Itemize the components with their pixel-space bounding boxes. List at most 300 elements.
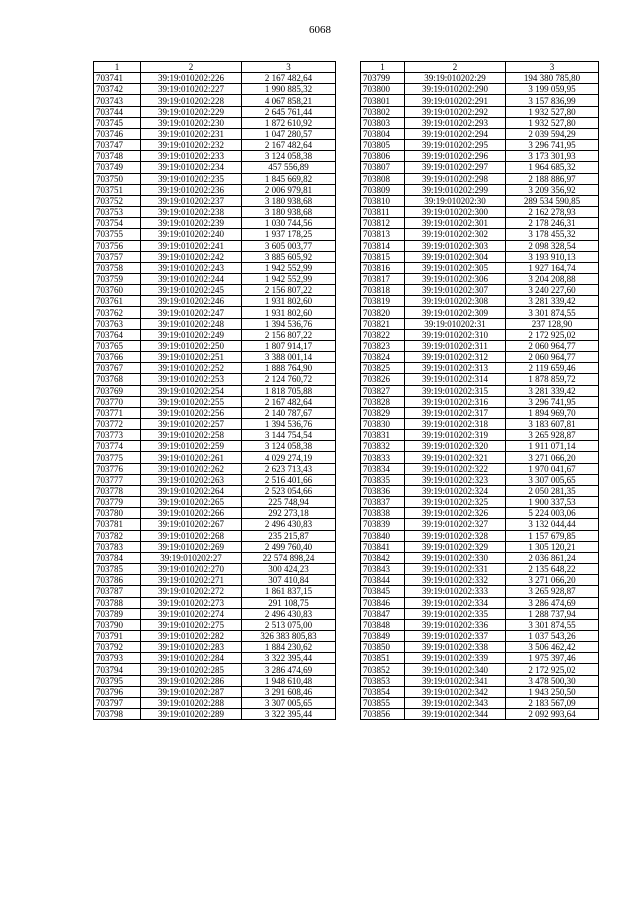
row-number: 703794	[94, 664, 141, 675]
cadastral-number: 39:19:010202:292	[405, 106, 506, 117]
cadastral-number: 39:19:010202:342	[405, 686, 506, 697]
cadastral-number: 39:19:010202:286	[141, 675, 242, 686]
row-number: 703764	[94, 329, 141, 340]
row-number: 703835	[361, 474, 405, 485]
cadastral-number: 39:19:010202:237	[141, 195, 242, 206]
cadastral-number: 39:19:010202:266	[141, 508, 242, 519]
table-row	[361, 575, 599, 586]
cadastral-value: 1 818 705,88	[242, 385, 336, 396]
table-row	[94, 419, 336, 430]
cadastral-number: 39:19:010202:307	[405, 285, 506, 296]
cadastral-number: 39:19:010202:296	[405, 151, 506, 162]
cadastral-number: 39:19:010202:287	[141, 686, 242, 697]
row-number: 703793	[94, 653, 141, 664]
cadastral-number: 39:19:010202:259	[141, 441, 242, 452]
cadastral-value: 1 942 552,99	[242, 273, 336, 284]
table-row	[361, 128, 599, 139]
row-number: 703814	[361, 240, 405, 251]
row-number: 703768	[94, 374, 141, 385]
cadastral-number: 39:19:010202:300	[405, 207, 506, 218]
cadastral-number: 39:19:010202:285	[141, 664, 242, 675]
table-row	[94, 318, 336, 329]
table-row	[361, 318, 599, 329]
table-row	[94, 296, 336, 307]
table-header-row	[94, 62, 336, 73]
row-number: 703815	[361, 251, 405, 262]
cadastral-value: 2 172 925,02	[506, 329, 599, 340]
cadastral-value: 1 942 552,99	[242, 262, 336, 273]
cadastral-number: 39:19:010202:340	[405, 664, 506, 675]
row-number: 703804	[361, 128, 405, 139]
table-row	[94, 474, 336, 485]
cadastral-number: 39:19:010202:250	[141, 340, 242, 351]
cadastral-value: 1 900 337,53	[506, 497, 599, 508]
table-row	[361, 273, 599, 284]
cadastral-value: 292 273,18	[242, 508, 336, 519]
cadastral-number: 39:19:010202:337	[405, 630, 506, 641]
cadastral-number: 39:19:010202:309	[405, 307, 506, 318]
cadastral-number: 39:19:010202:31	[405, 318, 506, 329]
cadastral-value: 1 047 280,57	[242, 128, 336, 139]
table-row	[361, 251, 599, 262]
cadastral-number: 39:19:010202:344	[405, 709, 506, 720]
table-row	[94, 363, 336, 374]
cadastral-number: 39:19:010202:227	[141, 84, 242, 95]
table-row	[94, 608, 336, 619]
row-number: 703780	[94, 508, 141, 519]
table-row	[94, 173, 336, 184]
table-row	[94, 73, 336, 84]
cadastral-value: 1 888 764,90	[242, 363, 336, 374]
cadastral-number: 39:19:010202:226	[141, 73, 242, 84]
row-number: 703743	[94, 95, 141, 106]
cadastral-number: 39:19:010202:282	[141, 630, 242, 641]
row-number: 703779	[94, 497, 141, 508]
row-number: 703783	[94, 541, 141, 552]
table-row	[361, 140, 599, 151]
cadastral-value: 3 157 836,99	[506, 95, 599, 106]
row-number: 703769	[94, 385, 141, 396]
row-number: 703785	[94, 564, 141, 575]
cadastral-value: 3 291 608,46	[242, 686, 336, 697]
cadastral-value: 3 183 607,81	[506, 419, 599, 430]
row-number: 703773	[94, 430, 141, 441]
row-number: 703821	[361, 318, 405, 329]
cadastral-value: 1 030 744,56	[242, 218, 336, 229]
table-row	[94, 519, 336, 530]
cadastral-value: 3 132 044,44	[506, 519, 599, 530]
cadastral-value: 3 265 928,87	[506, 586, 599, 597]
cadastral-number: 39:19:010202:268	[141, 530, 242, 541]
row-number: 703786	[94, 575, 141, 586]
row-number: 703833	[361, 452, 405, 463]
table-row	[94, 117, 336, 128]
cadastral-number: 39:19:010202:239	[141, 218, 242, 229]
cadastral-value: 3 388 001,14	[242, 352, 336, 363]
cadastral-value: 1 845 669,82	[242, 173, 336, 184]
row-number: 703811	[361, 207, 405, 218]
cadastral-number: 39:19:010202:328	[405, 530, 506, 541]
table-row	[94, 195, 336, 206]
table-row	[361, 106, 599, 117]
row-number: 703771	[94, 407, 141, 418]
cadastral-value: 2 098 328,54	[506, 240, 599, 251]
row-number: 703741	[94, 73, 141, 84]
cadastral-number: 39:19:010202:234	[141, 162, 242, 173]
cadastral-value: 1 948 610,48	[242, 675, 336, 686]
cadastral-number: 39:19:010202:330	[405, 552, 506, 563]
cadastral-number: 39:19:010202:318	[405, 419, 506, 430]
cadastral-number: 39:19:010202:246	[141, 296, 242, 307]
cadastral-value: 2 050 281,35	[506, 485, 599, 496]
row-number: 703766	[94, 352, 141, 363]
row-number: 703767	[94, 363, 141, 374]
table-row	[361, 463, 599, 474]
row-number: 703854	[361, 686, 405, 697]
table-row	[361, 363, 599, 374]
cadastral-number: 39:19:010202:283	[141, 642, 242, 653]
row-number: 703782	[94, 530, 141, 541]
cadastral-value: 1 305 120,21	[506, 541, 599, 552]
cadastral-value: 2 496 430,83	[242, 519, 336, 530]
row-number: 703757	[94, 251, 141, 262]
row-number: 703749	[94, 162, 141, 173]
row-number: 703761	[94, 296, 141, 307]
table-row	[94, 128, 336, 139]
row-number: 703789	[94, 608, 141, 619]
cadastral-value: 2 167 482,64	[242, 396, 336, 407]
cadastral-value: 3 209 356,92	[506, 184, 599, 195]
cadastral-value: 1 394 536,76	[242, 318, 336, 329]
table-row	[94, 307, 336, 318]
cadastral-value: 289 534 590,85	[506, 195, 599, 206]
cadastral-number: 39:19:010202:331	[405, 564, 506, 575]
table-row	[94, 229, 336, 240]
cadastral-number: 39:19:010202:304	[405, 251, 506, 262]
row-number: 703849	[361, 630, 405, 641]
table-row	[94, 106, 336, 117]
row-number: 703802	[361, 106, 405, 117]
cadastral-number: 39:19:010202:288	[141, 697, 242, 708]
cadastral-number: 39:19:010202:241	[141, 240, 242, 251]
table-row	[361, 307, 599, 318]
cadastral-value: 3 322 395,44	[242, 709, 336, 720]
cadastral-value: 2 496 430,83	[242, 608, 336, 619]
row-number: 703774	[94, 441, 141, 452]
cadastral-number: 39:19:010202:248	[141, 318, 242, 329]
row-number: 703822	[361, 329, 405, 340]
cadastral-value: 1 911 071,14	[506, 441, 599, 452]
cadastral-number: 39:19:010202:27	[141, 552, 242, 563]
row-number: 703808	[361, 173, 405, 184]
cadastral-number: 39:19:010202:252	[141, 363, 242, 374]
table-row	[361, 441, 599, 452]
row-number: 703842	[361, 552, 405, 563]
cadastral-number: 39:19:010202:310	[405, 329, 506, 340]
cadastral-number: 39:19:010202:271	[141, 575, 242, 586]
table-row	[361, 619, 599, 630]
row-number: 703792	[94, 642, 141, 653]
cadastral-number: 39:19:010202:327	[405, 519, 506, 530]
row-number: 703828	[361, 396, 405, 407]
row-number: 703836	[361, 485, 405, 496]
cadastral-value: 2 499 760,40	[242, 541, 336, 552]
cadastral-value: 2 167 482,64	[242, 73, 336, 84]
row-number: 703827	[361, 385, 405, 396]
page-number: 6068	[309, 24, 331, 36]
table-row	[361, 262, 599, 273]
row-number: 703848	[361, 619, 405, 630]
table-row	[361, 151, 599, 162]
cadastral-number: 39:19:010202:256	[141, 407, 242, 418]
cadastral-value: 1 037 543,26	[506, 630, 599, 641]
row-number: 703750	[94, 173, 141, 184]
row-number: 703747	[94, 140, 141, 151]
table-row	[361, 84, 599, 95]
cadastral-number: 39:19:010202:251	[141, 352, 242, 363]
column-header: 1	[361, 62, 405, 73]
table-row	[361, 664, 599, 675]
table-row	[94, 140, 336, 151]
table-row	[361, 519, 599, 530]
table-header-row	[361, 62, 599, 73]
cadastral-value: 291 108,75	[242, 597, 336, 608]
row-number: 703801	[361, 95, 405, 106]
row-number: 703781	[94, 519, 141, 530]
cadastral-value: 3 271 066,20	[506, 452, 599, 463]
table-row	[361, 195, 599, 206]
table-row	[94, 396, 336, 407]
cadastral-value: 3 296 741,95	[506, 396, 599, 407]
cadastral-number: 39:19:010202:240	[141, 229, 242, 240]
table-row	[94, 452, 336, 463]
cadastral-number: 39:19:010202:229	[141, 106, 242, 117]
row-number: 703788	[94, 597, 141, 608]
cadastral-number: 39:19:010202:326	[405, 508, 506, 519]
table-row	[361, 73, 599, 84]
cadastral-number: 39:19:010202:343	[405, 697, 506, 708]
cadastral-value: 2 135 648,22	[506, 564, 599, 575]
table-row	[361, 642, 599, 653]
row-number: 703809	[361, 184, 405, 195]
cadastral-number: 39:19:010202:299	[405, 184, 506, 195]
cadastral-number: 39:19:010202:30	[405, 195, 506, 206]
table-row	[94, 709, 336, 720]
table-row	[94, 686, 336, 697]
row-number: 703823	[361, 340, 405, 351]
row-number: 703770	[94, 396, 141, 407]
cadastral-value: 2 156 807,22	[242, 329, 336, 340]
table-row	[94, 497, 336, 508]
table-row	[361, 686, 599, 697]
cadastral-number: 39:19:010202:321	[405, 452, 506, 463]
table-row	[94, 597, 336, 608]
table-row	[94, 207, 336, 218]
row-number: 703850	[361, 642, 405, 653]
cadastral-value: 3 144 754,54	[242, 430, 336, 441]
table-row	[361, 564, 599, 575]
table-row	[361, 474, 599, 485]
table-row	[361, 452, 599, 463]
cadastral-value: 3 281 339,42	[506, 385, 599, 396]
row-number: 703772	[94, 419, 141, 430]
row-number: 703846	[361, 597, 405, 608]
right-table-body	[361, 62, 599, 720]
cadastral-value: 3 204 208,88	[506, 273, 599, 284]
cadastral-value: 2 645 761,44	[242, 106, 336, 117]
cadastral-number: 39:19:010202:325	[405, 497, 506, 508]
row-number: 703810	[361, 195, 405, 206]
cadastral-value: 3 296 741,95	[506, 140, 599, 151]
table-row	[94, 541, 336, 552]
cadastral-number: 39:19:010202:312	[405, 352, 506, 363]
cadastral-value: 3 178 455,32	[506, 229, 599, 240]
cadastral-value: 3 286 474,69	[242, 664, 336, 675]
cadastral-value: 1 872 610,92	[242, 117, 336, 128]
table-row	[361, 675, 599, 686]
table-row	[361, 709, 599, 720]
table-row	[94, 630, 336, 641]
row-number: 703816	[361, 262, 405, 273]
cadastral-number: 39:19:010202:262	[141, 463, 242, 474]
cadastral-value: 2 039 594,29	[506, 128, 599, 139]
row-number: 703844	[361, 575, 405, 586]
table-row	[361, 240, 599, 251]
cadastral-value: 22 574 898,24	[242, 552, 336, 563]
cadastral-number: 39:19:010202:303	[405, 240, 506, 251]
cadastral-value: 3 240 227,60	[506, 285, 599, 296]
cadastral-value: 2 119 659,46	[506, 363, 599, 374]
table-row	[94, 664, 336, 675]
cadastral-value: 2 516 401,66	[242, 474, 336, 485]
cadastral-number: 39:19:010202:264	[141, 485, 242, 496]
cadastral-number: 39:19:010202:244	[141, 273, 242, 284]
cadastral-number: 39:19:010202:267	[141, 519, 242, 530]
cadastral-number: 39:19:010202:306	[405, 273, 506, 284]
table-row	[94, 697, 336, 708]
cadastral-number: 39:19:010202:297	[405, 162, 506, 173]
table-row	[361, 352, 599, 363]
cadastral-value: 1 932 527,80	[506, 117, 599, 128]
cadastral-value: 3 271 066,20	[506, 575, 599, 586]
row-number: 703765	[94, 340, 141, 351]
row-number: 703805	[361, 140, 405, 151]
row-number: 703855	[361, 697, 405, 708]
row-number: 703759	[94, 273, 141, 284]
cadastral-number: 39:19:010202:332	[405, 575, 506, 586]
cadastral-value: 2 060 964,77	[506, 352, 599, 363]
cadastral-number: 39:19:010202:263	[141, 474, 242, 485]
row-number: 703753	[94, 207, 141, 218]
cadastral-number: 39:19:010202:29	[405, 73, 506, 84]
cadastral-value: 3 173 301,93	[506, 151, 599, 162]
cadastral-number: 39:19:010202:298	[405, 173, 506, 184]
column-header: 3	[242, 62, 336, 73]
table-row	[361, 541, 599, 552]
cadastral-number: 39:19:010202:245	[141, 285, 242, 296]
cadastral-value: 1 288 737,94	[506, 608, 599, 619]
cadastral-value: 4 067 858,21	[242, 95, 336, 106]
cadastral-value: 1 990 885,32	[242, 84, 336, 95]
table-row	[94, 508, 336, 519]
cadastral-number: 39:19:010202:254	[141, 385, 242, 396]
row-number: 703762	[94, 307, 141, 318]
table-row	[361, 697, 599, 708]
row-number: 703840	[361, 530, 405, 541]
table-row	[361, 374, 599, 385]
table-row	[361, 296, 599, 307]
table-row	[94, 285, 336, 296]
row-number: 703825	[361, 363, 405, 374]
cadastral-value: 2 183 567,09	[506, 697, 599, 708]
table-row	[94, 441, 336, 452]
row-number: 703820	[361, 307, 405, 318]
cadastral-value: 2 060 964,77	[506, 340, 599, 351]
table-row	[361, 385, 599, 396]
row-number: 703799	[361, 73, 405, 84]
column-header: 2	[405, 62, 506, 73]
table-row	[361, 173, 599, 184]
row-number: 703775	[94, 452, 141, 463]
cadastral-number: 39:19:010202:341	[405, 675, 506, 686]
row-number: 703795	[94, 675, 141, 686]
table-row	[361, 285, 599, 296]
cadastral-number: 39:19:010202:334	[405, 597, 506, 608]
table-row	[94, 374, 336, 385]
cadastral-number: 39:19:010202:324	[405, 485, 506, 496]
cadastral-value: 3 322 395,44	[242, 653, 336, 664]
row-number: 703853	[361, 675, 405, 686]
cadastral-value: 1 937 178,25	[242, 229, 336, 240]
cadastral-value: 1 807 914,17	[242, 340, 336, 351]
table-row	[361, 329, 599, 340]
row-number: 703796	[94, 686, 141, 697]
cadastral-number: 39:19:010202:322	[405, 463, 506, 474]
cadastral-value: 2 092 993,64	[506, 709, 599, 720]
table-row	[94, 575, 336, 586]
table-row	[361, 630, 599, 641]
row-number: 703837	[361, 497, 405, 508]
cadastral-number: 39:19:010202:320	[405, 441, 506, 452]
table-row	[94, 251, 336, 262]
cadastral-value: 3 301 874,55	[506, 307, 599, 318]
row-number: 703745	[94, 117, 141, 128]
cadastral-number: 39:19:010202:261	[141, 452, 242, 463]
cadastral-number: 39:19:010202:333	[405, 586, 506, 597]
cadastral-number: 39:19:010202:311	[405, 340, 506, 351]
table-row	[361, 597, 599, 608]
row-number: 703742	[94, 84, 141, 95]
table-row	[361, 207, 599, 218]
left-table-body	[94, 62, 336, 720]
cadastral-value: 3 301 874,55	[506, 619, 599, 630]
row-number: 703751	[94, 184, 141, 195]
row-number: 703829	[361, 407, 405, 418]
cadastral-value: 235 215,87	[242, 530, 336, 541]
row-number: 703817	[361, 273, 405, 284]
row-number: 703791	[94, 630, 141, 641]
cadastral-number: 39:19:010202:232	[141, 140, 242, 151]
cadastral-number: 39:19:010202:236	[141, 184, 242, 195]
cadastral-value: 2 124 760,72	[242, 374, 336, 385]
cadastral-number: 39:19:010202:257	[141, 419, 242, 430]
table-row	[361, 430, 599, 441]
cadastral-number: 39:19:010202:275	[141, 619, 242, 630]
row-number: 703839	[361, 519, 405, 530]
cadastral-value: 2 188 886,97	[506, 173, 599, 184]
cadastral-number: 39:19:010202:295	[405, 140, 506, 151]
cadastral-number: 39:19:010202:284	[141, 653, 242, 664]
